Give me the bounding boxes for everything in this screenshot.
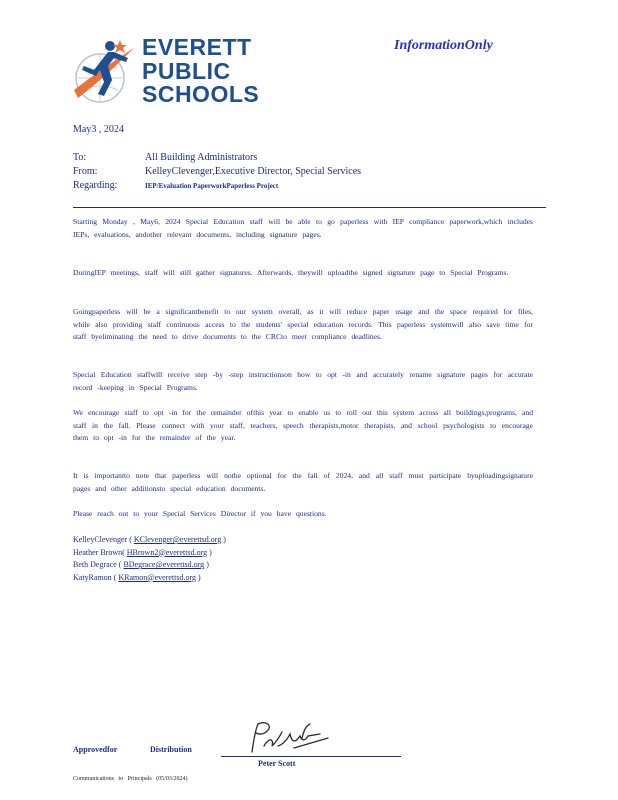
- contact-name: KelleyClevenger: [73, 535, 128, 544]
- from-row: [73, 166, 361, 177]
- signer-name: Peter Scott: [258, 759, 296, 768]
- contact-email-link[interactable]: KClevenger@everettsd.org: [133, 535, 222, 544]
- paragraph-instructions: Special Education staffwill receive step -by -step instructionson how to opt -in and accurately rename signature pages for accurate record -keeping in Special Programs.: [73, 370, 533, 392]
- from-label: From:: [73, 166, 98, 177]
- contact-email-link[interactable]: HBrown2@everettsd.org: [126, 547, 208, 557]
- distribution-label: Distribution: [150, 745, 192, 754]
- contact-name: Beth Degrace: [73, 560, 117, 570]
- logo-wordmark: [142, 36, 259, 107]
- paragraph-benefits: Goingpaperless will be a significantbenefit to our system overall, as it will reduce paper usage and the space required for files, while also providing staff continuous access to the students' special education records. This paperless systemwill also save time for staff byeliminating the need to drive documents to the CRCto meet compliance deadlines.: [73, 307, 533, 342]
- contact-name: Heather Brown: [73, 547, 123, 557]
- regarding-value: IEP/Evaluation PaperworkPaperless Project: [145, 182, 279, 190]
- regarding-label: Regarding:: [73, 180, 118, 191]
- contact-email-link[interactable]: KRamon@everettsd.org: [118, 572, 196, 582]
- contact-name: KatyRamon: [73, 572, 112, 582]
- contact-row: KelleyClevenger ( KClevenger@everettsd.org ): [73, 535, 226, 544]
- logo-line-public: PUBLIC: [142, 57, 231, 84]
- paragraph-iep-meetings: DuringIEP meetings, staff will still gather signatures. Afterwards, theywill uploadthe signed signature page to Special Programs.: [73, 268, 509, 277]
- approved-for-label: Approvedfor: [73, 745, 118, 754]
- handwritten-signature: [244, 718, 334, 760]
- contact-email-link[interactable]: BDegrace@everettsd.org: [123, 560, 205, 570]
- footer-note: Communications to Principals (05/03/2024): [73, 776, 188, 782]
- memo-date: May3 , 2024: [73, 124, 124, 135]
- regarding-row: [73, 180, 278, 191]
- contact-row: KatyRamon ( KRamon@everettsd.org ): [73, 572, 201, 582]
- to-row: [73, 152, 257, 163]
- paragraph-go-live: Starting Monday , May6, 2024 Special Education staff will be able to go paperless with IEP compliance paperwork,which includes IEPs, evaluations, andother relevant documents, including signature pages.: [73, 217, 533, 239]
- contact-row: Heather Brown( HBrown2@everettsd.org ): [73, 547, 212, 557]
- district-logo: [70, 34, 260, 108]
- runner-emblem-icon: [70, 36, 140, 108]
- paragraph-encourage: We encourage staff to opt -in for the remainder ofthis year to enable us to roll out this system across all buildings,programs, and staff in the fall. Please connect with your staff, teachers, speech therapists,motor therapists, and school psychologists to encourage them to opt -in for the remainder of the year.: [73, 408, 533, 443]
- logo-line-schools: SCHOOLS: [142, 81, 260, 107]
- signature-line: [221, 756, 401, 757]
- paragraph-questions: Please reach out to your Special Services Director if you have questions.: [73, 509, 327, 518]
- to-label: To:: [73, 152, 87, 163]
- to-value: All Building Administrators: [145, 152, 258, 163]
- contact-row: Beth Degrace ( BDegrace@everettsd.org ): [73, 560, 209, 570]
- information-only-label: InformationOnly: [394, 38, 493, 53]
- logo-line-everett: EVERETT: [142, 34, 252, 60]
- contact-list: [73, 534, 226, 584]
- header-divider: [73, 207, 546, 208]
- paragraph-fall-requirement: It is importantto note that paperless will nothe optional for the fall of 2024, and all staff must participate byuploadingsignature pages and other additionsto special education documents.: [73, 471, 533, 493]
- from-value: KelleyClevenger,Executive Director, Special Services: [145, 166, 362, 177]
